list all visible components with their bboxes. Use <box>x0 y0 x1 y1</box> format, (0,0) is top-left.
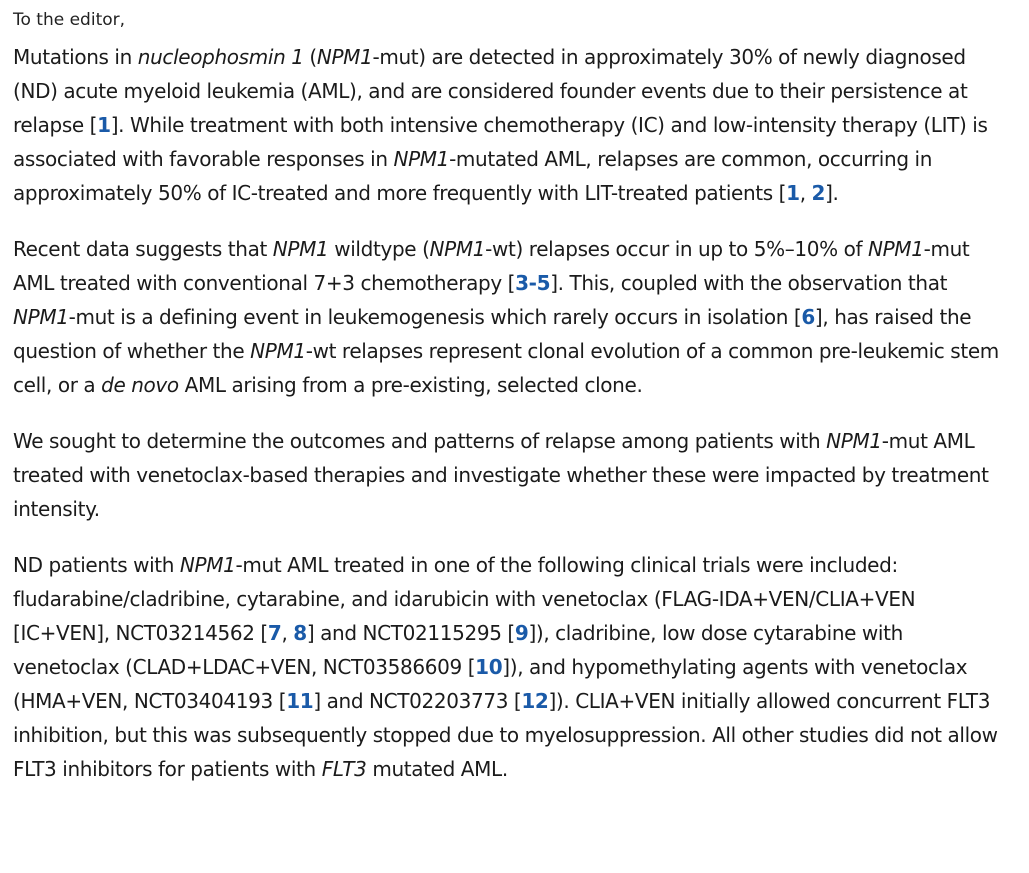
text-run: -mut AML treated with venetoclax-based therapies and investigate whether these were impacted by treatment intensity. <box>13 429 989 521</box>
text-run: -mut AML treated with conventional 7+3 chemotherapy [ <box>13 237 970 295</box>
text-run: -mut is a defining event in leukemogenesis which rarely occurs in isolation [ <box>68 305 802 329</box>
italic-term: NPM1 <box>13 305 69 329</box>
paragraph <box>13 40 1013 210</box>
reference-link[interactable]: 10 <box>475 655 503 679</box>
salutation: To the editor, <box>13 10 126 30</box>
reference-link[interactable]: 6 <box>801 305 815 329</box>
reference-link[interactable]: 5 <box>536 271 551 295</box>
reference-link[interactable]: 3 <box>515 271 529 295</box>
text-run: ND patients with <box>13 553 180 577</box>
text-run: We sought to determine the outcomes and patterns of relapse among patients with <box>13 429 827 453</box>
reference-link[interactable]: - <box>528 271 537 295</box>
reference-link[interactable]: 2 <box>811 181 826 205</box>
italic-term: de novo <box>101 373 179 397</box>
text-run: -wt relapses represent clonal evolution of a common pre-leukemic stem cell, or a <box>13 339 999 397</box>
text-run: ] and NCT02203773 [ <box>313 689 522 713</box>
italic-term: NPM1 <box>272 237 329 261</box>
text-run: ]), cladribine, low dose cytarabine with venetoclax (CLAD+LDAC+VEN, NCT03586609 [ <box>13 621 903 679</box>
text-run: ]. This, coupled with the observation that <box>550 271 948 295</box>
text-run: ]. <box>825 181 839 205</box>
paragraph <box>13 424 1013 526</box>
text-run: Mutations in <box>13 45 138 69</box>
text-run: wildtype ( <box>328 237 430 261</box>
italic-term: FLT3 <box>321 757 367 781</box>
text-run: ], has raised the question of whether the <box>13 305 972 363</box>
reference-link[interactable]: 9 <box>514 621 529 645</box>
paragraphs-container <box>13 40 1013 786</box>
italic-term: NPM1 <box>316 45 373 69</box>
reference-link[interactable]: 1 <box>786 181 800 205</box>
text-run: ]), and hypomethylating agents with venetoclax (HMA+VEN, NCT03404193 [ <box>13 655 968 713</box>
text-run: ]). CLIA+VEN initially allowed concurrent FLT3 inhibition, but this was subsequently stopped due to myelosuppression. All other studies did not allow FLT3 inhibitors for patients with <box>13 689 998 781</box>
italic-term: NPM1 <box>393 147 450 171</box>
text-run: -mut AML treated in one of the following clinical trials were included: fludarabine/cladribine, cytarabine, and idarubicin with venetoclax (FLAG-IDA+VEN/CLIA+VEN [IC+VEN], NCT03214562 [ <box>13 553 916 645</box>
article-body <box>13 8 1013 808</box>
italic-term: NPM1 <box>250 339 306 363</box>
text-run: AML arising from a pre-existing, selected clone. <box>178 373 643 397</box>
text-run: ( <box>303 45 317 69</box>
reference-link[interactable]: 7 <box>267 621 282 645</box>
text-run: ]. While treatment with both intensive chemotherapy (IC) and low-intensity therapy (LIT) is associated with favorable responses in <box>13 113 988 171</box>
text-run: mutated AML. <box>366 757 508 781</box>
paragraph <box>13 232 1013 402</box>
italic-term: NPM1 <box>429 237 486 261</box>
italic-term: NPM1 <box>826 429 882 453</box>
text-run: -mut) are detected in approximately 30% of newly diagnosed (ND) acute myeloid leukemia (AML), and are considered founder events due to their persistence at relapse [ <box>13 45 968 137</box>
text-run: ] and NCT02115295 [ <box>306 621 515 645</box>
text-run: -mutated AML, relapses are common, occurring in approximately 50% of IC-treated and more frequently with LIT-treated patients [ <box>13 147 933 205</box>
text-run: Recent data suggests that <box>13 237 273 261</box>
italic-term: NPM1 <box>867 237 924 261</box>
reference-link[interactable]: 12 <box>521 689 549 713</box>
text-run: , <box>281 621 294 645</box>
text-run: -wt) relapses occur in up to 5%–10% of <box>485 237 868 261</box>
text-run: , <box>799 181 812 205</box>
reference-link[interactable]: 11 <box>286 689 314 713</box>
paragraph <box>13 548 1013 786</box>
italic-term: NPM1 <box>179 553 236 577</box>
reference-link[interactable]: 1 <box>97 113 111 137</box>
italic-term: nucleophosmin 1 <box>137 45 304 69</box>
reference-link[interactable]: 8 <box>293 621 307 645</box>
